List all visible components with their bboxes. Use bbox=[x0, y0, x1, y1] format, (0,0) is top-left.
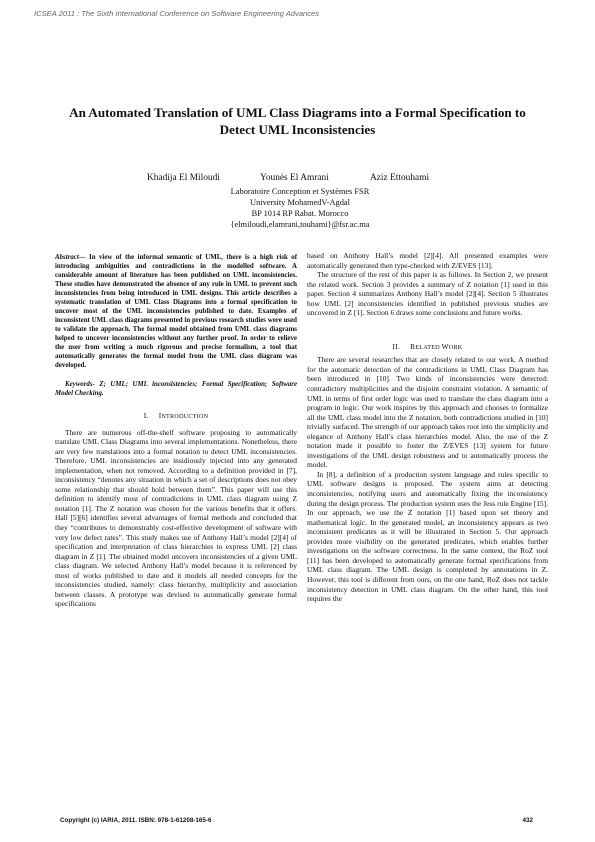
paper-title: An Automated Translation of UML Class Diagrams into a Formal Specification to Detect UML Inconsistencies bbox=[69, 105, 526, 137]
affiliation-line: Laboratoire Conception et Systèmes FSR bbox=[230, 187, 370, 196]
email-line: {elmiloudi,elamrani,touhami}@fsr.ac.ma bbox=[230, 220, 370, 230]
keywords: Keywords- Z; UML; UML inconsistencies; Formal Specification; Software Model Checking. bbox=[55, 381, 297, 397]
abstract-text: In view of the informal semantic of UML, there is a high risk of introducing ambiguities and contradictions in the modelled software. A considerable amount of literature has been published on UML inconsistencies. These studies have demonstrated the absence of any rule in UML to prevent such inconsistencies from being introduced in UML designs. This article describes a systematic translation of UML Class Diagrams into a formal specification to uncover most of the UML inconsistencies published to date. Examples of inconsistent UML class diagrams presented in previous research studies were used to validate the approach. The formal model obtained from UML class diagrams helped to uncover inconsistencies without any further proof. In order to relieve the user from writing a much rigorous and precise formalism, a tool that automatically generates the formal model from the UML class diagram was developed. bbox=[55, 254, 297, 369]
copyright-footer: Copyright (c) IARIA, 2011. ISBN: 978-1-61208-165-6 bbox=[60, 817, 212, 824]
introduction-text: There are numerous off-the-shelf software proposing to automatically translate UML Class Diagrams into several implementations. Nonetheless, there are very few translations into a formal notation to detect UML inconsistencies. Therefore, UML inconsistencies are insidiously injected into any generated implementation, when not removed. According to a definition provided in [7], inconsistency “denotes any situation in which a set of descriptions does not obey some relationship that should hold between them”. This paper will use this definition to identify most of contradictions in UML class diagram using Z notation [1]. The Z notation was chosen for the various benefits that it offers. Hall [5][6] identifies several advantages of formal methods and concluded that they “contributes to demonstrably cost-effective development of software with very low defect rates”. This study makes use of Anthony Hall’s model [2][4] of specification and interpretation of class hierarchies to express UML [2] class diagram in Z [1]. The obtained model uncovers inconsistencies of a given UML class diagram. We selected Anthony Hall’s model because it is referenced by most of works published to date and it models all needed concepts for the inconsistencies studied, namely: class hierarchy, multiplicity and association between classes. A prototype was devised to automatically generate formal specifications bbox=[55, 427, 297, 609]
author-name: Khadija El Miloudi bbox=[147, 173, 220, 183]
author-name: Aziz Ettouhami bbox=[370, 173, 430, 183]
abstract-label: Abstract— bbox=[55, 254, 86, 261]
affiliation-line: BP 1014 RP Rabat. Morocco bbox=[251, 209, 349, 219]
affiliation bbox=[160, 186, 440, 230]
author-name: Younès El Amrani bbox=[260, 173, 329, 183]
left-column bbox=[55, 253, 297, 609]
body-paragraph: There are several researches that are closely related to our work. A method for the automatic detection of the contradictions in UML Class Diagram has been introduced in [10]. Two kinds of inconsistencies were detected: contradictory multiplicities and the disjoint constraint violation. A semantic of UML in terms of first order logic was used to translate the class diagram into a program in logic. Our work inspires by this approach and chooses to formalize all the UML class model into the Z notation, both contradictions studied in [10] trivially surfaced. The strength of our approach takes root into the simplicity and elegance of Anthony Hall’s class hierarchies model. Also, the use of the Z notation made it possible to foster the Z/EVES [13] system for future investigations of the UML design robustness and to automatically process the model. bbox=[307, 355, 548, 470]
section-heading-introduction: I. INTRODUCTION bbox=[143, 411, 209, 420]
right-column bbox=[307, 251, 548, 604]
affiliation-line: University MohamedV-Agdal bbox=[250, 198, 350, 208]
body-paragraph: based on Anthony Hall’s model [2][4]. All presented examples were automatically generated then type-checked with Z/EVES [13]. bbox=[307, 251, 548, 270]
body-paragraph: In [8], a definition of a production system language and rules specific to UML software designs is proposed. The system aims at detecting inconsistencies, notifying users and automatically fixing the inconsistency during the design process. The production system uses the Jess rule Engine [15]. In our approach, we use the Z notation [1] based upon set theory and mathematical logic. In the generated model, an inconsistency appears as two inconsistent predicates as it will be illustrated in Section 5. Our approach provides more visibility on the generated predicates, which enables further investigations on the software correctness. In the same context, the RoZ tool [11] has been developed to automatically generate formal specifications from UML class diagram. The UML design is completed by annotations in Z. However, this tool is different from ours, on the one hand, RoZ does not tackle inconsistency detection in UML class diagram. On the other hand, this tool requires the bbox=[307, 469, 548, 604]
page-number: 432 bbox=[522, 817, 533, 824]
abstract bbox=[55, 253, 297, 370]
body-paragraph: The structure of the rest of this paper is as follows. In Section 2, we present the related work. Section 3 provides a summary of Z notation [1] used in this paper. Section 4 summarizes Anthony Hall’s model [2][4]. Section 5 illustrates how UML [2] inconsistencies identified in published previous studies are uncovered in Z [1]. Section 6 draws some conclusions and future works. bbox=[307, 270, 548, 318]
section-heading-related-work: II. RELATED WORK bbox=[392, 341, 463, 351]
running-head: ICSEA 2011 : The Sixth International Conference on Software Engineering Advances bbox=[34, 9, 320, 18]
